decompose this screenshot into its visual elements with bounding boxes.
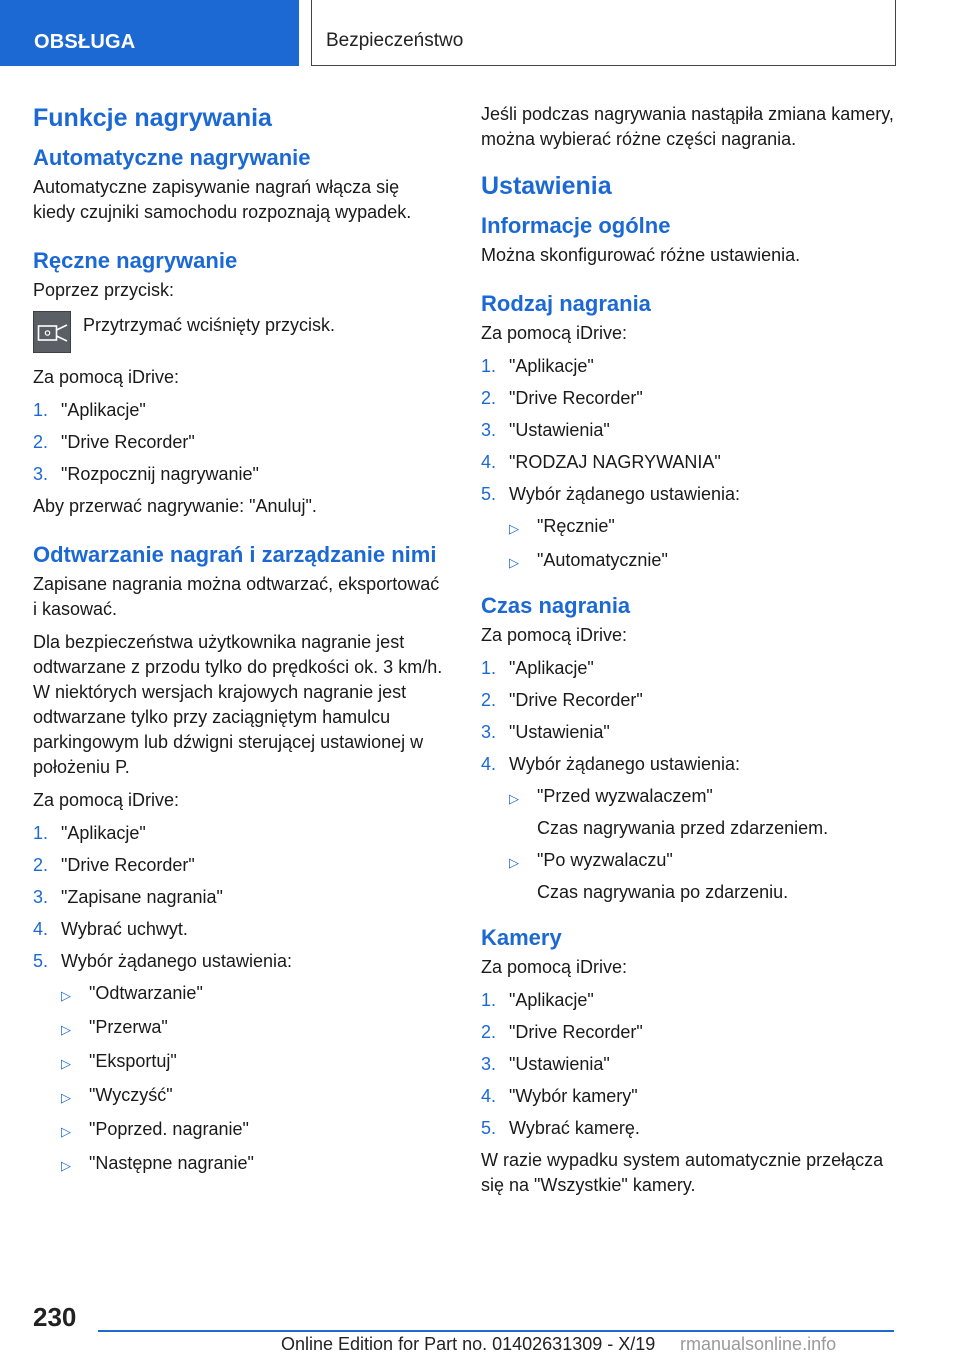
list-item: 5. Wybrać kamerę. xyxy=(481,1118,640,1138)
cameras-note: W razie wypadku system automatycznie przełącza się na "Wszystkie" kamery. xyxy=(481,1150,884,1195)
heading-record-time: Czas nagrania xyxy=(481,593,631,618)
list-item: 3. "Ustawienia" xyxy=(481,420,610,440)
auto-recording-text: Automatyczne zapisywanie nagrań włącza się kiedy czujniki samochodu rozpoznają wypadek. xyxy=(33,177,412,222)
heading-playback: Odtwarzanie nagrań i zarządzanie nimi xyxy=(33,542,437,567)
list-item: 4. "RODZAJ NAGRYWANIA" xyxy=(481,452,721,472)
triangle-right-icon: ▷ xyxy=(61,988,71,1003)
list-item: ▷ "Eksportuj" xyxy=(61,1049,443,1076)
triangle-right-icon: ▷ xyxy=(509,855,519,870)
option-description: Czas nagrywania przed zdarzeniem. xyxy=(537,818,829,838)
triangle-right-icon: ▷ xyxy=(61,1124,71,1139)
list-item: 3. "Zapisane nagrania" xyxy=(33,887,223,907)
triangle-right-icon: ▷ xyxy=(61,1056,71,1071)
list-item: 1. "Aplikacje" xyxy=(33,823,146,843)
watermark-text: rmanualsonline.info xyxy=(680,1334,837,1354)
button-instruction-text: Przytrzymać wciśnięty przycisk. xyxy=(83,315,336,335)
triangle-right-icon: ▷ xyxy=(509,791,519,806)
section-title: Funkcje nagrywania xyxy=(33,104,272,132)
list-item: 2. "Drive Recorder" xyxy=(481,690,643,710)
list-item: ▷ "Wyczyść" xyxy=(61,1083,443,1110)
list-item: 2. "Drive Recorder" xyxy=(33,432,195,452)
footer-divider xyxy=(98,1330,894,1332)
manual-idrive: Za pomocą iDrive: xyxy=(33,367,180,387)
list-item: 3. "Ustawienia" xyxy=(481,1054,610,1074)
page-header xyxy=(0,0,960,66)
list-item: ▷ "Odtwarzanie" xyxy=(61,981,443,1008)
list-item: 4. Wybór żądanego ustawienia: xyxy=(481,754,740,774)
triangle-right-icon: ▷ xyxy=(61,1090,71,1105)
cameras-idrive: Za pomocą iDrive: xyxy=(481,957,628,977)
camera-change-text: Jeśli podczas nagrywania nastąpiła zmiana kamery, można wybierać różne części nagrania. xyxy=(481,104,894,149)
record-type-idrive: Za pomocą iDrive: xyxy=(481,323,628,343)
list-item: ▷ "Przerwa" xyxy=(61,1015,443,1042)
triangle-right-icon: ▷ xyxy=(509,521,519,536)
list-item: 5. Wybór żądanego ustawienia: xyxy=(33,951,292,971)
manual-cancel: Aby przerwać nagrywanie: "Anuluj". xyxy=(33,496,317,516)
list-item: ▷ "Przed wyzwalaczem" xyxy=(509,784,896,811)
list-item: 4. Wybrać uchwyt. xyxy=(33,919,188,939)
heading-manual-recording: Ręczne nagrywanie xyxy=(33,248,238,273)
camera-record-icon xyxy=(33,311,71,353)
list-item: ▷ "Następne nagranie" xyxy=(61,1151,443,1178)
list-item: 2. "Drive Recorder" xyxy=(481,1022,643,1042)
list-item: 1. "Aplikacje" xyxy=(481,658,594,678)
record-type-steps xyxy=(481,354,896,507)
option-description: Czas nagrywania po zdarzeniu. xyxy=(537,882,789,902)
list-item: ▷ "Ręcznie" xyxy=(509,514,896,541)
playback-steps xyxy=(33,821,443,974)
page-number: 230 xyxy=(33,1302,77,1332)
record-time-steps xyxy=(481,656,896,777)
triangle-right-icon: ▷ xyxy=(61,1158,71,1173)
playback-text-1: Zapisane nagrania można odtwarzać, eksportować i kasować. xyxy=(33,574,440,619)
edition-text: Online Edition for Part no. 01402631309 - X/19 xyxy=(281,1334,656,1354)
list-item: ▷ "Automatycznie" xyxy=(509,548,896,575)
list-item: 1. "Aplikacje" xyxy=(481,356,594,376)
heading-record-type: Rodzaj nagrania xyxy=(481,291,651,316)
list-item: ▷ "Po wyzwalaczu" xyxy=(509,848,896,875)
manual-steps xyxy=(33,398,443,487)
list-item: 5. Wybór żądanego ustawienia: xyxy=(481,484,740,504)
triangle-right-icon: ▷ xyxy=(509,555,519,570)
triangle-right-icon: ▷ xyxy=(61,1022,71,1037)
record-time-options xyxy=(509,784,896,811)
list-item: ▷ "Poprzed. nagranie" xyxy=(61,1117,443,1144)
playback-idrive: Za pomocą iDrive: xyxy=(33,790,180,810)
list-item: 2. "Drive Recorder" xyxy=(481,388,643,408)
list-item: 1. "Aplikacje" xyxy=(33,400,146,420)
list-item: 1. "Aplikacje" xyxy=(481,990,594,1010)
record-time-options-2 xyxy=(509,848,896,875)
cameras-steps xyxy=(481,988,896,1141)
heading-auto-recording: Automatyczne nagrywanie xyxy=(33,145,311,170)
section-tab: OBSŁUGA xyxy=(0,0,299,66)
settings-title: Ustawienia xyxy=(481,172,612,200)
list-item: 2. "Drive Recorder" xyxy=(33,855,195,875)
list-item: 3. "Ustawienia" xyxy=(481,722,610,742)
playback-options xyxy=(61,981,443,1178)
general-text: Można skonfigurować różne ustawienia. xyxy=(481,245,801,265)
right-column xyxy=(481,102,896,1206)
manual-intro: Poprzez przycisk: xyxy=(33,280,175,300)
list-item: 4. "Wybór kamery" xyxy=(481,1086,638,1106)
record-type-options xyxy=(509,514,896,575)
record-time-idrive: Za pomocą iDrive: xyxy=(481,625,628,645)
list-item: 3. "Rozpocznij nagrywanie" xyxy=(33,464,259,484)
button-instruction xyxy=(33,311,443,353)
heading-general: Informacje ogólne xyxy=(481,213,671,238)
heading-cameras: Kamery xyxy=(481,925,562,950)
left-column xyxy=(33,102,443,1185)
topic-tab: Bezpieczeństwo xyxy=(311,0,896,66)
playback-text-2: Dla bezpieczeństwa użytkownika nagranie jest odtwarzane z przodu tylko do prędkości ok. 3 km/h. W niektórych wersjach krajowych nagranie jest odtwarzane tylko przy zaciągniętym hamulcu parkingowym lub dźwigni sterującej ustawionej w położeniu P. xyxy=(33,632,443,777)
